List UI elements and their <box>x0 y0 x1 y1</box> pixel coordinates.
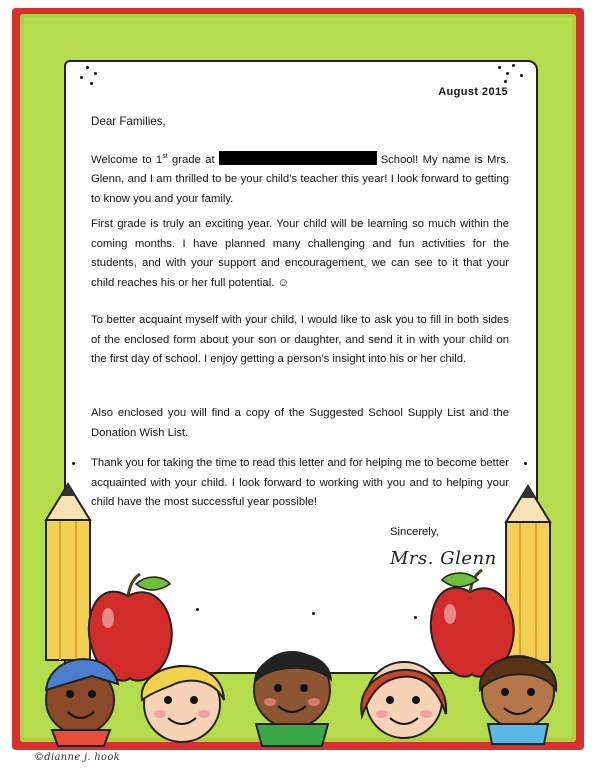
kid-face-icon <box>480 656 556 744</box>
paragraph-thank-you: Thank you for taking the time to read this letter and for helping me to become better acquainted with your child. I look forward to working with you and to helping your child have the most successful year possible! <box>91 457 509 508</box>
paragraph-welcome: Welcome to 1st grade at School! My name is Mrs. Glenn, and I am thrilled to be your child's teacher this year! I look forward to getting to know you and your family. <box>91 147 509 209</box>
artist-credit: ©dianne j. hook <box>34 752 121 763</box>
kid-face-icon <box>361 662 446 738</box>
letter-date: August 2015 <box>438 86 508 98</box>
paragraph-enclosed-lists: Also enclosed you will find a copy of the Suggested School Supply List and the Donation Wish List. <box>91 407 509 439</box>
kid-face-icon <box>46 659 118 746</box>
kid-face-icon <box>254 652 332 746</box>
kid-face-icon <box>142 666 224 742</box>
greeting: Dear Families, <box>91 115 166 128</box>
signature: Mrs. Glenn <box>390 548 497 569</box>
paragraph-acquaint: To better acquaint myself with your child, I would like to ask you to fill in both sides of the enclosed form about your son or daughter, and send it in with your child on the first day of school. I enjoy getting a person's insight into his or her child. <box>91 314 509 365</box>
paragraph-exciting-year: First grade is truly an exciting year. Your child will be learning so much within the coming months. I have planned many challenging and fun activities for the students, and with your support and encouragement, we can see to it that your child reaches his or her full potential. ☺ <box>91 218 509 289</box>
pencil-icon <box>46 484 90 660</box>
closing: Sincerely, <box>390 526 439 538</box>
